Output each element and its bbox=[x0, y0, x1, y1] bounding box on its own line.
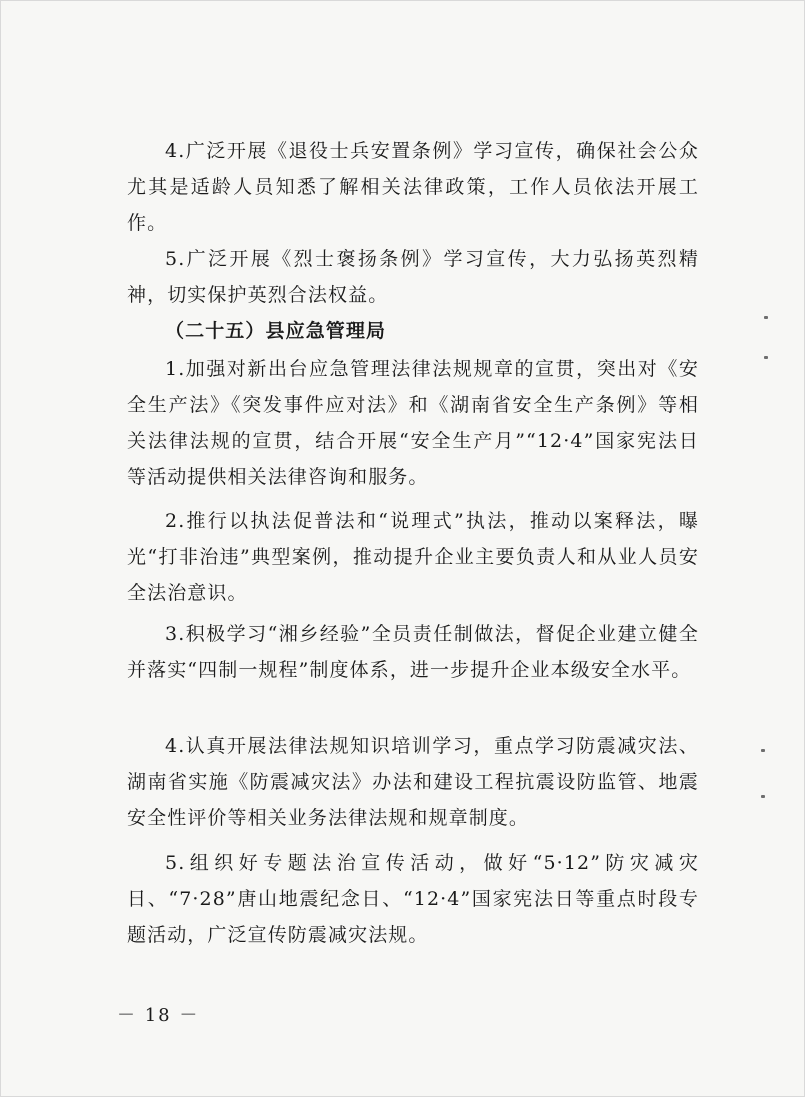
paragraph-martyrs-regulation: 5.广泛开展《烈士褒扬条例》学习宣传，大力弘扬英烈精神，切实保护英烈合法权益。 bbox=[127, 248, 699, 306]
scan-speck bbox=[761, 749, 765, 752]
scan-speck bbox=[761, 795, 765, 798]
paragraph-emergency-item-2: 2.推行以执法促普法和“说理式”执法，推动以案释法，曝光“打非治违”典型案例，推动提升企业主要负责人和从业人员安全法治意识。 bbox=[127, 510, 699, 604]
page-number: － 18 － bbox=[117, 1005, 200, 1026]
paragraph-emergency-item-4: 4.认真开展法律法规知识培训学习，重点学习防震减灾法、湖南省实施《防震减灾法》办法和建设工程抗震设防监管、地震安全性评价等相关业务法律法规和规章制度。 bbox=[127, 735, 699, 829]
paragraph-veterans-regulation: 4.广泛开展《退役士兵安置条例》学习宣传，确保社会公众尤其是适龄人员知悉了解相关法律政策，工作人员依法开展工作。 bbox=[127, 140, 699, 234]
scan-speck bbox=[764, 316, 768, 319]
paragraph-emergency-item-3: 3.积极学习“湘乡经验”全员责任制做法，督促企业建立健全并落实“四制一规程”制度体系，进一步提升企业本级安全水平。 bbox=[127, 623, 699, 681]
paragraph-emergency-item-5: 5.组织好专题法治宣传活动，做好“5·12”防灾减灾日、“7·28”唐山地震纪念日、“12·4”国家宪法日等重点时段专题活动，广泛宣传防震减灾法规。 bbox=[127, 852, 699, 946]
scan-speck bbox=[764, 356, 768, 359]
paragraph-emergency-item-1: 1.加强对新出台应急管理法律法规规章的宣贯，突出对《安全生产法》《突发事件应对法》和《湖南省安全生产条例》等相关法律法规的宣贯，结合开展“安全生产月”“12·4”国家宪法日等活动提供相关法律咨询和服务。 bbox=[127, 358, 699, 488]
section-heading-emergency-bureau: （二十五）县应急管理局 bbox=[165, 320, 387, 342]
